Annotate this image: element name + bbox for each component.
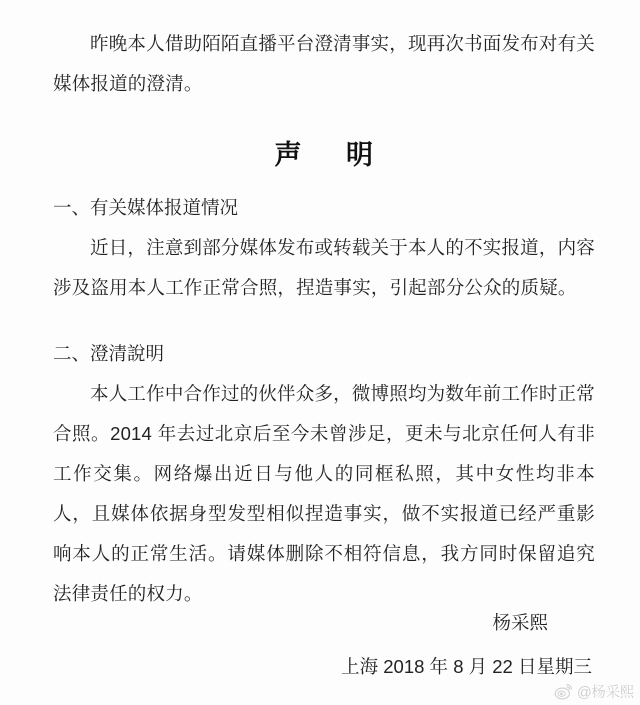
section-heading-1: 一、有关媒体报道情况	[53, 197, 239, 218]
watermark-handle: @杨采熙	[576, 685, 634, 701]
spacer	[53, 104, 595, 118]
title-char-first: 声	[274, 140, 302, 170]
signature-name: 杨采熙	[492, 612, 548, 633]
weibo-eye-icon	[554, 682, 573, 701]
section-heading-2: 二、澄清說明	[53, 343, 165, 364]
title-char-second: 明	[346, 140, 374, 170]
section-paragraph-2: 本人工作中合作过的伙伴众多，微博照均为数年前工作时正常合照。2014 年去过北京后至今未曾涉足，更未与北京任何人有非工作交集。网络爆出近日与他人的同框私照，其中女性均非本人，且媒体依据身型发型相似捏造事实，做不实报道已经严重影响本人的正常生活。请媒体删除不相符信息，我方同时保留追究法律责任的权力。	[53, 383, 595, 604]
intro-paragraph: 昨晚本人借助陌陌直播平台澄清事实，现再次书面发布对有关媒体报道的澄清。	[53, 33, 595, 94]
section-paragraph-1: 近日，注意到部分媒体发布或转载关于本人的不实报道，内容涉及盗用本人工作正常合照，捏造事实，引起部分公众的质疑。	[53, 237, 595, 298]
signature-block	[341, 608, 592, 682]
signature-date: 上海 2018 年 8 月 22 日星期三	[341, 656, 592, 677]
document-body	[53, 24, 595, 614]
page-title	[53, 132, 595, 178]
weibo-watermark	[554, 681, 634, 702]
spacer	[53, 308, 595, 334]
